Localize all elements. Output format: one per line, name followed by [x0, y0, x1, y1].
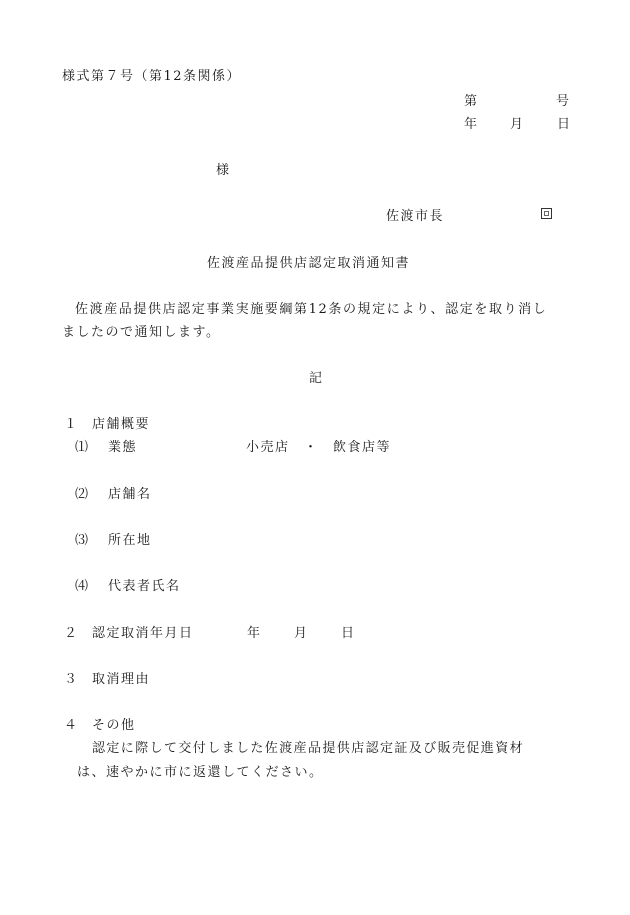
date-year: 年: [464, 117, 479, 132]
intro-line-2: ましたので通知します。: [62, 325, 221, 340]
document-number-prefix: 第: [464, 94, 479, 109]
item-1-label: 店舗概要: [92, 417, 151, 432]
item-1-4-number: ⑷: [75, 579, 90, 594]
item-1-2-label: 店舗名: [108, 487, 152, 502]
item-1-3-label: 所在地: [108, 533, 152, 548]
item-2-day: 日: [341, 626, 356, 641]
date-month: 月: [510, 117, 525, 132]
item-2-month: 月: [294, 626, 309, 641]
intro-line-1: 佐渡産品提供店認定事業実施要綱第12条の規定により、認定を取り消し: [75, 302, 548, 317]
seal-mark-icon: [541, 208, 552, 219]
item-3-label: 取消理由: [92, 672, 151, 687]
item-1-1-label: 業態: [108, 440, 138, 455]
item-2-label: 認定取消年月日: [92, 626, 194, 641]
item-1-3-number: ⑶: [75, 533, 90, 548]
item-4-body-line-2: は、速やかに市に返還してください。: [77, 765, 324, 780]
item-1-4-label: 代表者氏名: [108, 579, 181, 594]
addressee-honorific: 様: [216, 163, 231, 178]
item-4-label: その他: [92, 718, 136, 733]
ki-heading: 記: [309, 371, 324, 386]
item-3-number: ３: [64, 672, 79, 687]
item-1-1-number: ⑴: [75, 440, 90, 455]
item-1-number: １: [64, 417, 79, 432]
item-4-number: ４: [64, 718, 79, 733]
item-2-number: ２: [64, 626, 79, 641]
form-number: 様式第７号（第12条関係）: [62, 69, 242, 84]
issuer-title: 佐渡市長: [386, 209, 445, 224]
item-2-year: 年: [247, 626, 262, 641]
item-1-1-value: 小売店 ・ 飲食店等: [246, 440, 392, 455]
item-4-body-line-1: 認定に際して交付しました佐渡産品提供店認定証及び販売促進資材: [92, 741, 525, 756]
document-title: 佐渡産品提供店認定取消通知書: [207, 256, 411, 271]
item-1-2-number: ⑵: [75, 487, 90, 502]
document-number-suffix: 号: [556, 94, 571, 109]
date-day: 日: [557, 117, 572, 132]
